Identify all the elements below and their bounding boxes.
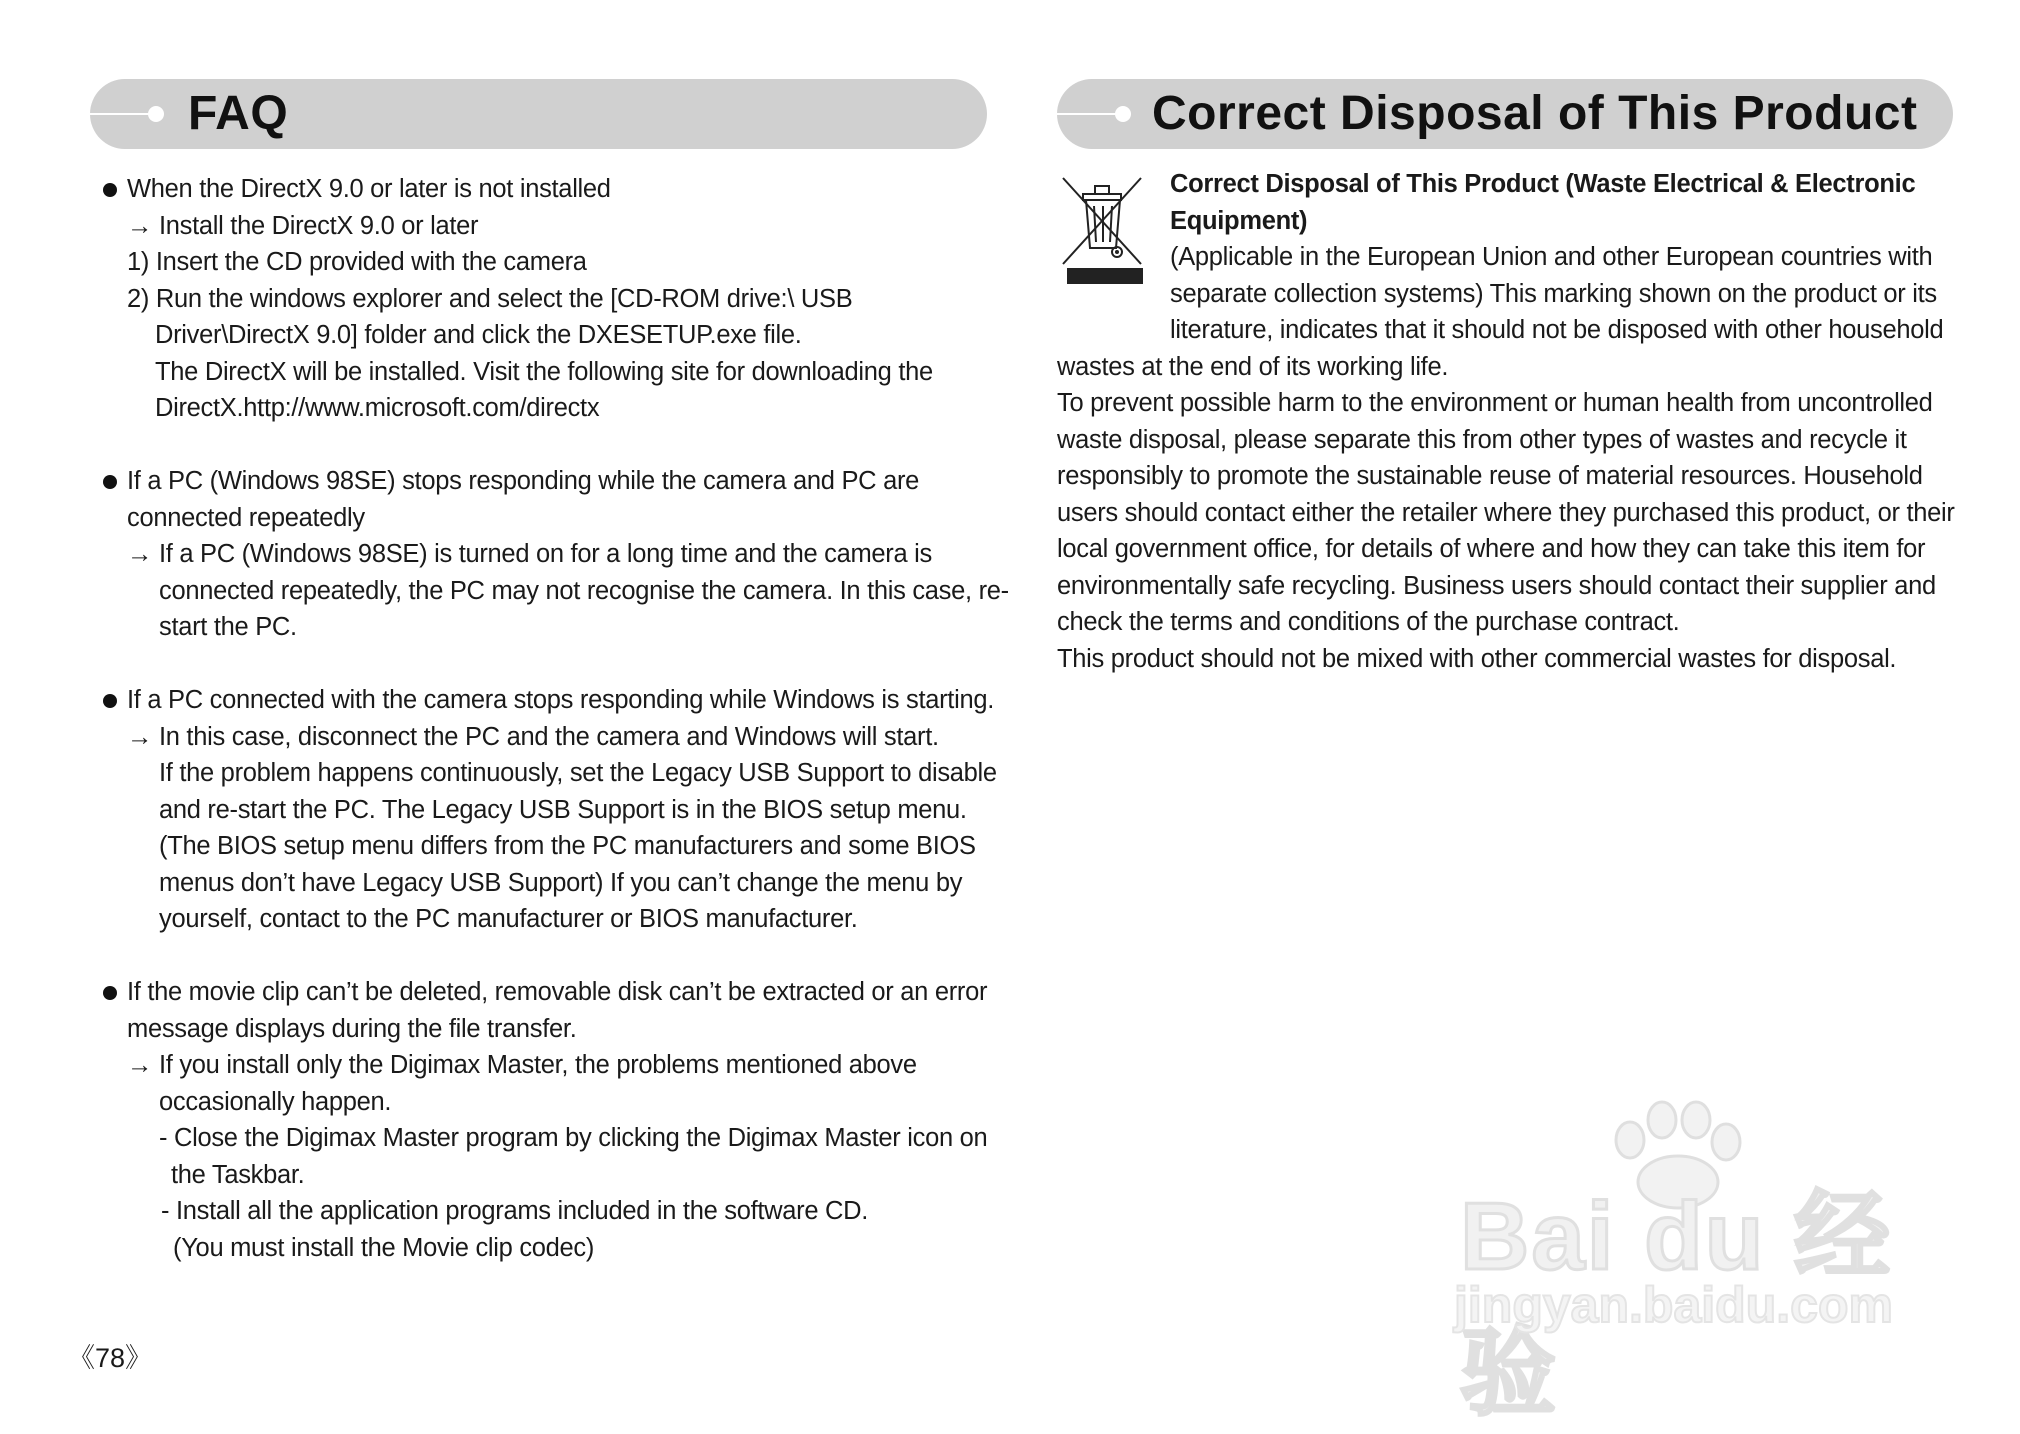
faq-item-pc-stops <box>100 463 1009 646</box>
faq-answer-line: (The BIOS setup menu differs from the PC manufacturers and some BIOS <box>159 832 976 860</box>
faq-answer-line: → In this case, disconnect the PC and the camera and Windows will start. <box>127 722 939 751</box>
disposal-header-bar <box>1057 79 1953 149</box>
disposal-text-line: This product should not be mixed with other commercial wastes for disposal. <box>1057 644 1897 673</box>
faq-question: If a PC (Windows 98SE) stops responding while the camera and PC are <box>127 467 920 495</box>
header-decoration-dot <box>1115 106 1131 122</box>
faq-answer-line: start the PC. <box>159 613 297 641</box>
bullet-icon <box>103 694 117 708</box>
faq-item-movie-clip <box>100 974 990 1266</box>
faq-answer-line: and re-start the PC. The Legacy USB Support is in the BIOS setup menu. <box>159 795 967 824</box>
faq-answer-line: → Install the DirectX 9.0 or later <box>127 211 479 240</box>
disposal-text-line: users should contact either the retailer where they purchased this product, or their <box>1057 498 1955 527</box>
faq-answer-line: The DirectX will be installed. Visit the following site for downloading the <box>155 357 933 386</box>
disposal-text-line: literature, indicates that it should not be disposed with other household <box>1170 316 1944 344</box>
disposal-heading: Correct Disposal of This Product (Waste Electrical & Electronic <box>1170 170 1916 198</box>
faq-answer-line: occasionally happen. <box>159 1087 392 1116</box>
crossed-out-wheelie-bin-icon <box>1059 174 1145 284</box>
disposal-heading: Equipment) <box>1170 206 1308 235</box>
faq-answer-line: → If a PC (Windows 98SE) is turned on for a long time and the camera is <box>127 540 932 568</box>
faq-answer-line: Driver\DirectX 9.0] folder and click the DXESETUP.exe file. <box>155 321 802 349</box>
disposal-text-line: responsibly to promote the sustainable reuse of material resources. Household <box>1057 462 1923 490</box>
watermark-url: jingyan.baidu.com <box>1454 1277 1893 1333</box>
disposal-text-line: separate collection systems) This marking shown on the product or its <box>1170 279 1937 308</box>
faq-answer-line: If the problem happens continuously, set the Legacy USB Support to disable <box>159 759 997 787</box>
page-number: 《78》 <box>68 1343 153 1373</box>
disposal-text-line: check the terms and conditions of the purchase contract. <box>1057 608 1680 636</box>
faq-answer-line: connected repeatedly, the PC may not recognise the camera. In this case, re- <box>159 576 1009 605</box>
faq-question: When the DirectX 9.0 or later is not installed <box>127 175 611 203</box>
faq-list <box>100 171 1009 1303</box>
watermark-brand: Bai du 经验 <box>1460 1183 1893 1427</box>
disposal-content <box>1057 166 1957 677</box>
faq-answer-line: - Close the Digimax Master program by clicking the Digimax Master icon on <box>159 1124 988 1152</box>
disposal-text-line: environmentally safe recycling. Business users should contact their supplier and <box>1057 571 1936 600</box>
header-decoration-line <box>90 113 154 115</box>
faq-answer-line: yourself, contact to the PC manufacturer or BIOS manufacturer. <box>159 905 858 933</box>
header-decoration-dot <box>148 106 164 122</box>
disposal-text-line: waste disposal, please separate this from other types of wastes and recycle it <box>1057 425 1907 454</box>
faq-title: FAQ <box>188 87 289 140</box>
faq-answer-line: → If you install only the Digimax Master, the problems mentioned above <box>127 1051 917 1079</box>
bullet-icon <box>103 475 117 489</box>
faq-answer-line: the Taskbar. <box>171 1160 305 1189</box>
faq-answer-line: (You must install the Movie clip codec) <box>173 1233 595 1262</box>
disposal-body <box>1057 349 1957 678</box>
faq-question: If the movie clip can’t be deleted, removable disk can’t be extracted or an error <box>127 978 988 1006</box>
disposal-text-line: (Applicable in the European Union and other European countries with <box>1170 243 1933 271</box>
faq-question: connected repeatedly <box>127 503 365 532</box>
faq-answer-line: - Install all the application programs included in the software CD. <box>161 1197 869 1225</box>
faq-question: If a PC connected with the camera stops responding while Windows is starting. <box>127 686 994 714</box>
disposal-text-line: To prevent possible harm to the environment or human health from uncontrolled <box>1057 389 1933 417</box>
disposal-text-line: wastes at the end of its working life. <box>1057 352 1449 381</box>
faq-answer-line: 2) Run the windows explorer and select the [CD-ROM drive:\ USB <box>127 284 853 313</box>
faq-answer-line: 1) Insert the CD provided with the camera <box>127 248 587 276</box>
baidu-watermark <box>1440 1100 1920 1427</box>
disposal-intro <box>1057 166 1957 349</box>
bullet-icon <box>103 986 117 1000</box>
faq-header-bar <box>90 79 987 149</box>
disposal-title: Correct Disposal of This Product <box>1152 87 1918 140</box>
faq-item-directx <box>100 171 990 427</box>
faq-answer-line: menus don’t have Legacy USB Support) If you can’t change the menu by <box>159 868 963 897</box>
faq-item-windows-starting <box>100 682 997 938</box>
faq-question: message displays during the file transfer. <box>127 1014 577 1043</box>
header-decoration-line <box>1057 113 1117 115</box>
disposal-text-line: local government office, for details of where and how they can take this item for <box>1057 535 1926 563</box>
bullet-icon <box>103 183 117 197</box>
faq-answer-line: DirectX.http://www.microsoft.com/directx <box>155 394 600 422</box>
